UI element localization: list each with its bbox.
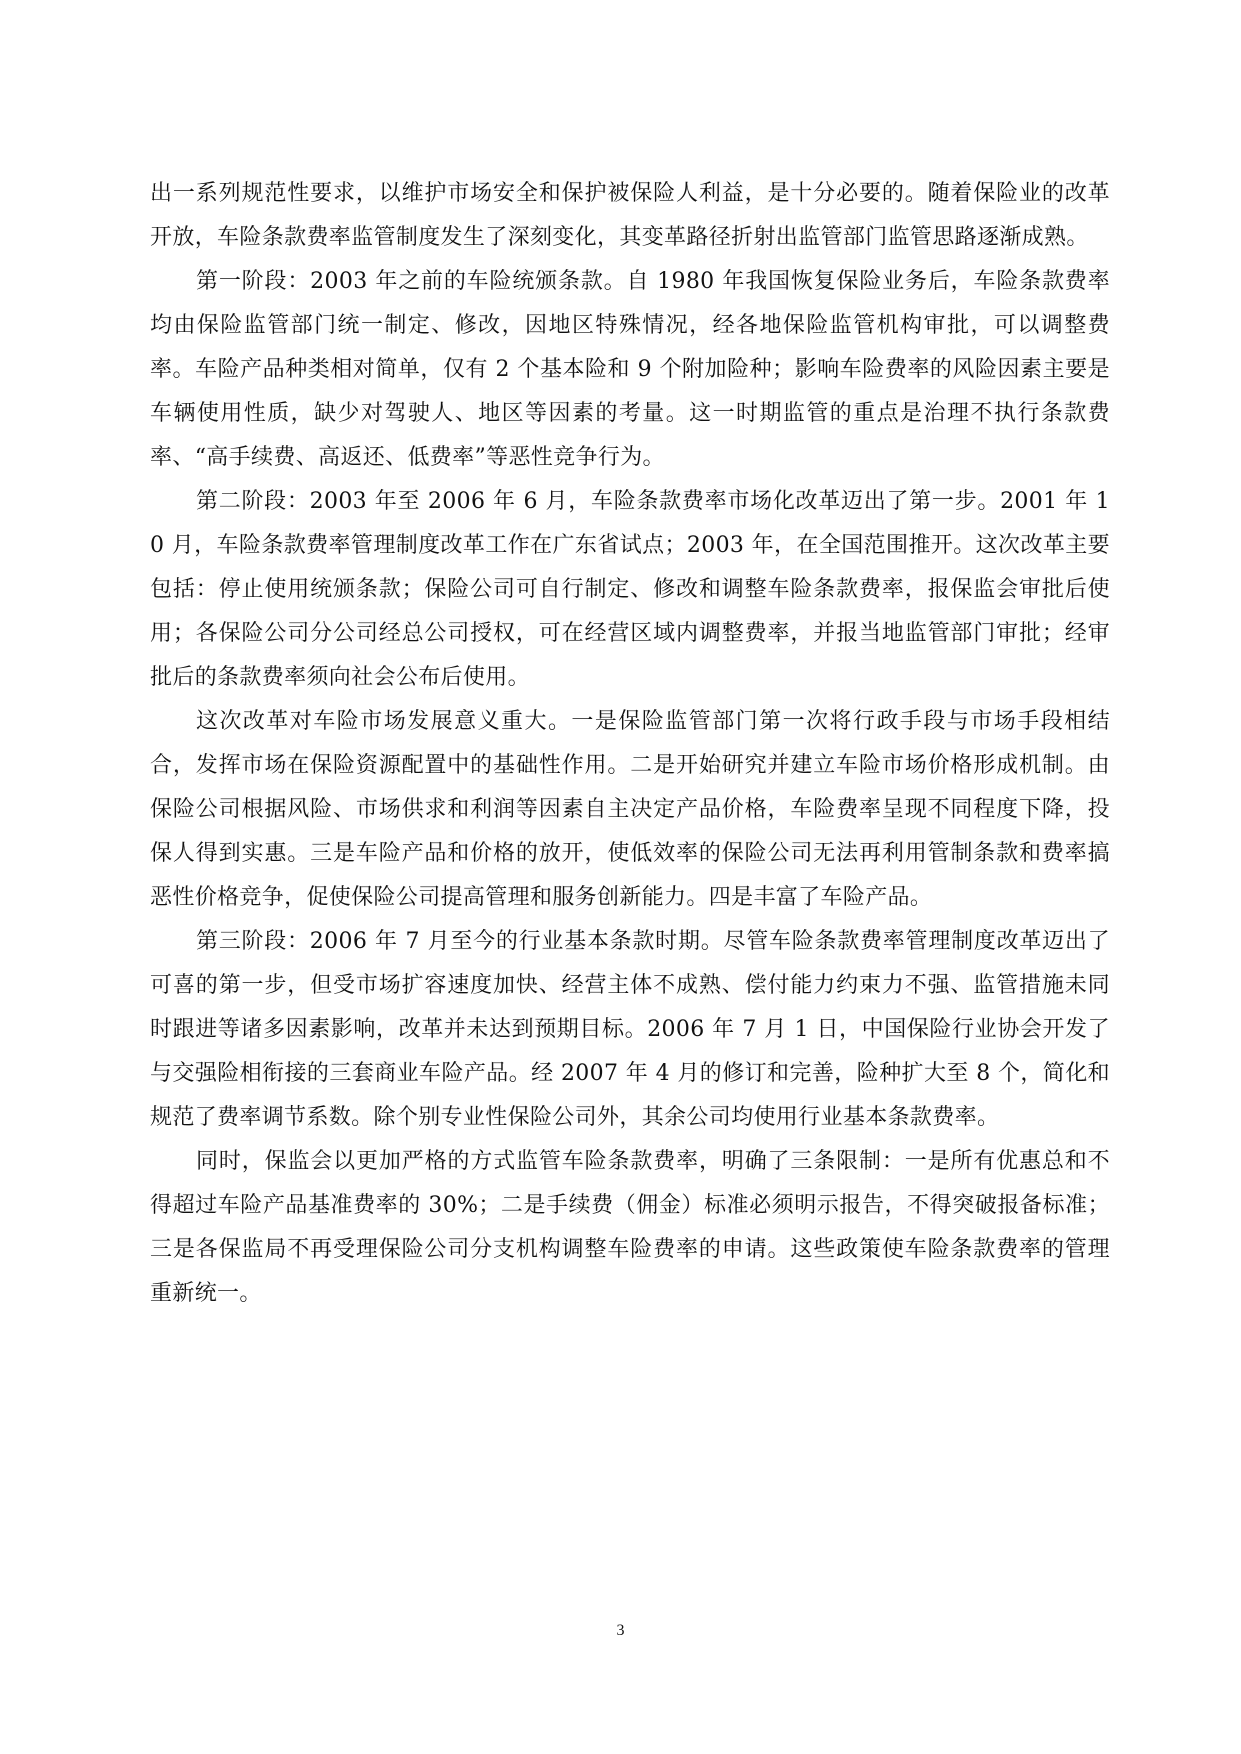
document-body: [150, 172, 1110, 1316]
paragraph-continuation: 出一系列规范性要求，以维护市场安全和保护被保险人利益，是十分必要的。随着保险业的改革开放，车险条款费率监管制度发生了深刻变化，其变革路径折射出监管部门监管思路逐渐成熟。: [150, 181, 1110, 250]
paragraph-stage-one: 第一阶段：2003 年之前的车险统颁条款。自 1980 年我国恢复保险业务后，车险条款费率均由保险监管部门统一制定、修改，因地区特殊情况，经各地保险监管机构审批，可以调整费率。车险产品种类相对简单，仅有 2 个基本险和 9 个附加险种；影响车险费率的风险因素主要是车辆使用性质，缺少对驾驶人、地区等因素的考量。这一时期监管的重点是治理不执行条款费率、“高手续费、高返还、低费率”等恶性竞争行为。: [150, 269, 1110, 470]
page-number: 3: [616, 1622, 625, 1639]
paragraph-stage-two: 第二阶段：2003 年至 2006 年 6 月，车险条款费率市场化改革迈出了第一步。2001 年 10 月，车险条款费率管理制度改革工作在广东省试点；2003 年，在全国范围推开。这次改革主要包括：停止使用统颁条款；保险公司可自行制定、修改和调整车险条款费率，报保监会审批后使用；各保险公司分公司经总公司授权，可在经营区域内调整费率，并报当地监管部门审批；经审批后的条款费率须向社会公布后使用。: [150, 489, 1110, 690]
paragraph-regulation-limits: 同时，保监会以更加严格的方式监管车险条款费率，明确了三条限制：一是所有优惠总和不得超过车险产品基准费率的 30%；二是手续费（佣金）标准必须明示报告，不得突破报备标准；三是各保监局不再受理保险公司分支机构调整车险费率的申请。这些政策使车险条款费率的管理重新统一。: [150, 1149, 1110, 1306]
paragraph-reform-significance: 这次改革对车险市场发展意义重大。一是保险监管部门第一次将行政手段与市场手段相结合，发挥市场在保险资源配置中的基础性作用。二是开始研究并建立车险市场价格形成机制。由保险公司根据风险、市场供求和利润等因素自主决定产品价格，车险费率呈现不同程度下降，投保人得到实惠。三是车险产品和价格的放开，使低效率的保险公司无法再利用管制条款和费率搞恶性价格竞争，促使保险公司提高管理和服务创新能力。四是丰富了车险产品。: [150, 709, 1110, 910]
paragraph-stage-three: 第三阶段：2006 年 7 月至今的行业基本条款时期。尽管车险条款费率管理制度改革迈出了可喜的第一步，但受市场扩容速度加快、经营主体不成熟、偿付能力约束力不强、监管措施未同时跟进等诸多因素影响，改革并未达到预期目标。2006 年 7 月 1 日，中国保险行业协会开发了与交强险相衔接的三套商业车险产品。经 2007 年 4 月的修订和完善，险种扩大至 8 个，简化和规范了费率调节系数。除个别专业性保险公司外，其余公司均使用行业基本条款费率。: [150, 929, 1110, 1130]
